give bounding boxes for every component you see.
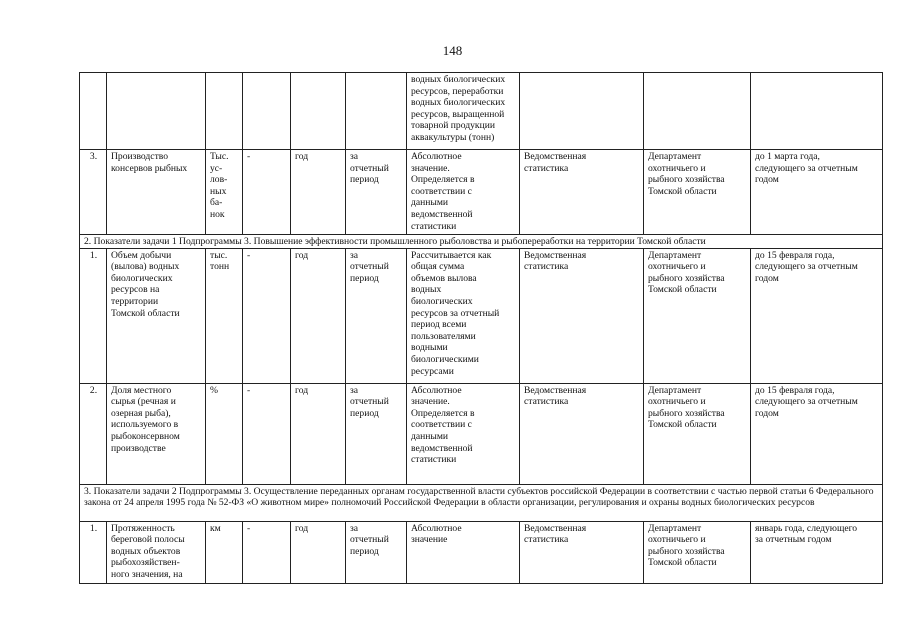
cell-source: Ведомственная статистика — [520, 248, 644, 383]
cell-name — [107, 73, 206, 150]
cell-name: Доля местного сырья (речная и озерная рыба), используемого в рыбоконсервном производстве — [107, 383, 206, 484]
cell-unit: км — [206, 521, 243, 583]
cell-method: Абсолютное значение. Определяется в соответствии с данными ведомственной статистики — [407, 150, 520, 235]
cell-responsible: Департамент охотничьего и рыбного хозяйства Томской области — [644, 521, 751, 583]
page-number: 148 — [442, 43, 463, 58]
cell-deadline — [751, 73, 883, 150]
table-row — [80, 521, 883, 583]
cell-frequency — [346, 73, 407, 150]
cell-num — [80, 73, 107, 150]
table-row — [80, 383, 883, 484]
cell-source — [520, 73, 644, 150]
cell-method: водных биологических ресурсов, переработки водных биологических ресурсов, выращенной товарной продукции аквакультуры (тонн) — [407, 73, 520, 150]
cell-unit: Тыс. ус- лов- ных ба- нок — [206, 150, 243, 235]
cell-responsible: Департамент охотничьего и рыбного хозяйства Томской области — [644, 383, 751, 484]
cell-frequency: за отчетный период — [346, 383, 407, 484]
cell-deadline: до 15 февраля года, следующего за отчетным годом — [751, 383, 883, 484]
cell-period: год — [291, 150, 346, 235]
cell-frequency: за отчетный период — [346, 248, 407, 383]
cell-responsible — [644, 73, 751, 150]
cell-source: Ведомственная статистика — [520, 383, 644, 484]
cell-period: год — [291, 248, 346, 383]
cell-period — [291, 73, 346, 150]
table-row — [80, 248, 883, 383]
cell-base: - — [243, 521, 291, 583]
cell-frequency: за отчетный период — [346, 521, 407, 583]
cell-source: Ведомственная статистика — [520, 150, 644, 235]
cell-num: 2. — [80, 383, 107, 484]
cell-unit: % — [206, 383, 243, 484]
cell-method: Абсолютное значение — [407, 521, 520, 583]
cell-unit — [206, 73, 243, 150]
cell-num: 1. — [80, 521, 107, 583]
cell-num: 3. — [80, 150, 107, 235]
cell-name: Объем добычи (вылова) водных биологических ресурсов на территории Томской области — [107, 248, 206, 383]
indicators-table — [79, 72, 883, 584]
cell-deadline: до 15 февраля года, следующего за отчетным годом — [751, 248, 883, 383]
section-title: 3. Показатели задачи 2 Подпрограммы 3. Осуществление переданных органам государственной власти субъектов российской Федерации в соответствии с частью первой статьи 6 Федерального закона от 24 апреля 1995 года № 52-ФЗ «О животном мире» полномочий Российской Федерации в области организации, регулирования и охраны водных биологических ресурсов — [80, 484, 883, 521]
cell-name: Протяженность береговой полосы водных объектов рыбохозяйствен- ного значения, на — [107, 521, 206, 583]
cell-deadline: январь года, следующего за отчетным годом — [751, 521, 883, 583]
cell-base — [243, 73, 291, 150]
table-row — [80, 150, 883, 235]
cell-base: - — [243, 383, 291, 484]
cell-base: - — [243, 248, 291, 383]
cell-source: Ведомственная статистика — [520, 521, 644, 583]
cell-period: год — [291, 521, 346, 583]
cell-unit: тыс. тонн — [206, 248, 243, 383]
cell-method: Абсолютное значение. Определяется в соответствии с данными ведомственной статистики — [407, 383, 520, 484]
cell-num: 1. — [80, 248, 107, 383]
cell-responsible: Департамент охотничьего и рыбного хозяйства Томской области — [644, 150, 751, 235]
cell-method: Рассчитывается как общая сумма объемов вылова водных биологических ресурсов за отчетный период всеми пользователями водными биологическими ресурсами — [407, 248, 520, 383]
section-header-row — [80, 484, 883, 521]
section-title: 2. Показатели задачи 1 Подпрограммы 3. Повышение эффективности промышленного рыболовства и рыбопереработки на территории Томской области — [80, 235, 883, 249]
cell-frequency: за отчетный период — [346, 150, 407, 235]
cell-deadline: до 1 марта года, следующего за отчетным годом — [751, 150, 883, 235]
cell-base: - — [243, 150, 291, 235]
cell-period: год — [291, 383, 346, 484]
section-header-row — [80, 235, 883, 249]
cell-responsible: Департамент охотничьего и рыбного хозяйства Томской области — [644, 248, 751, 383]
table-row — [80, 73, 883, 150]
cell-name: Производство консервов рыбных — [107, 150, 206, 235]
